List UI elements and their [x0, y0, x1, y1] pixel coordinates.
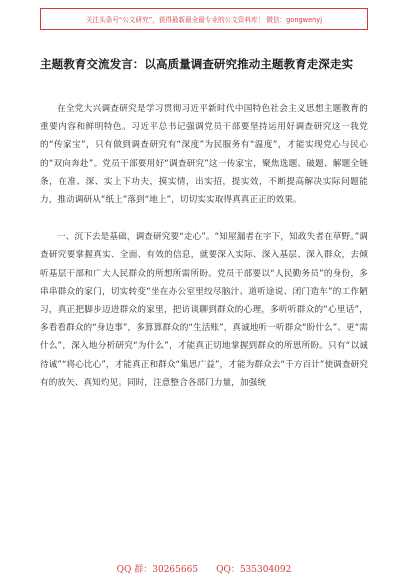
title-block [40, 54, 368, 74]
promo-banner-text: 关注头条号“公文研究”，获得最新最全最专业的公文资料库！ 微信：gongwenyj [85, 16, 323, 24]
document-title: 主题教育交流发言：以高质量调查研究推动主题教育走深走实 [40, 57, 354, 71]
paragraph-intro: 在全党大兴调查研究是学习贯彻习近平新时代中国特色社会主义思想主题教育的重要内容和鲜明特色。习近平总书记强调党员干部要坚持运用好调查研究这一我党的“传家宝”，只有做到调查研究有“深度”为民服务有“温度”，才能实现党心与民心的“双向奔赴”。党员干部要用好“调查研究”这一传家宝，聚焦选题、破题、解题全链条，在准、深、实上下功夫，摸实情，出实招，提实效，不断提高解决实际问题能力，推动调研从“纸上”落到“地上”，切切实实取得真真正正的效果。 [40, 104, 368, 206]
paragraph-section-1: 一、沉下去是基础，调查研究要“走心”。“知屋漏者在宇下，知政失者在草野。”调查研究要掌握真实、全面、有效的信息，就要深入实际、深入基层、深入群众，去倾听基层干部和广大人民群众的所想所需所盼。党员干部要以“人民勤务员”的身份，多串串群众的家门，切实转变“坐在办公室里绞尽脑汁、道听途说、闭门造车”的工作陋习，真正把脚步迈进群众的家里，把访谈聊到群众的心理，多听听群众的“心里话”，多看看群众的“身边事”，多算算群众的“生活账”，真诚地听一听群众“盼什么”、更“需什么”，深入地分析研究“为什么”，才能真正切地掌握到群众的所思所盼。只有“以诚待诚”“将心比心”，才能真正和群众“集思广益”，才能为群众去“千方百计”使调查研究有的放矢、真知灼见。同时，注意整合各部门力量，加强统 [40, 232, 368, 388]
contact-footer [0, 556, 408, 580]
document-body [40, 100, 368, 411]
qq-contact-text: QQ：535304092 [216, 564, 292, 575]
promo-banner [40, 8, 368, 30]
qq-group-text: QQ 群：30265665 [116, 564, 199, 575]
